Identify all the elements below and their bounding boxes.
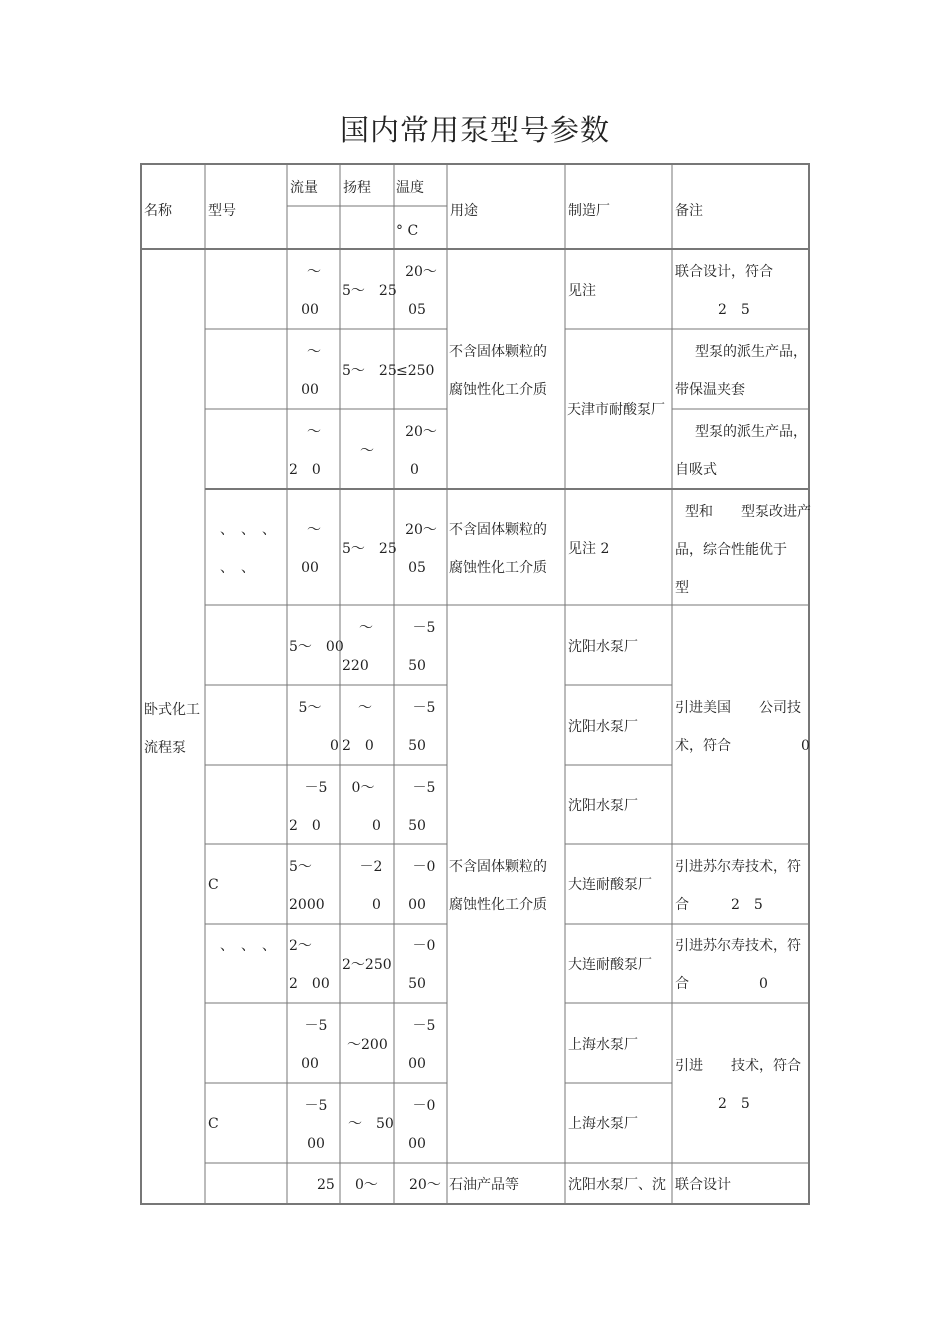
r10-temp-b: 00	[408, 1056, 426, 1072]
r12-maker: 沈阳水泵厂、沈	[568, 1177, 666, 1193]
r6-flow-b: 0	[330, 738, 339, 754]
pump-table	[140, 163, 810, 1205]
r1-head: 5～ 25	[342, 283, 397, 299]
r1-remark-a: 联合设计，符合	[675, 264, 773, 280]
group-name-line1: 卧式化工	[144, 702, 200, 718]
r9-remark-a: 引进苏尔寿技术，符	[675, 938, 801, 954]
r3-remark-b: 自吸式	[675, 462, 717, 478]
r7-temp-a: －5	[412, 780, 436, 796]
remark-shanghai-a: 引进 技术，符合	[675, 1058, 801, 1074]
r12-temp: 20～	[409, 1177, 441, 1193]
r11-maker: 上海水泵厂	[568, 1116, 638, 1132]
header-temp: 温度	[396, 180, 424, 196]
r8-flow-a: 5～	[289, 859, 312, 875]
r2-flow-a: ～	[307, 344, 321, 360]
r12-remark: 联合设计	[675, 1177, 731, 1193]
header-temp-unit: ° C	[396, 223, 419, 239]
r8-remark-a: 引进苏尔寿技术，符	[675, 859, 801, 875]
r9-model: 、 、 、	[220, 938, 276, 954]
use-group2-a: 不含固体颗粒的	[449, 522, 547, 538]
header-flow: 流量	[290, 180, 318, 196]
r11-model: C	[208, 1116, 219, 1132]
r10-temp-a: －5	[412, 1018, 436, 1034]
r4-remark-a: 型和 型泵改进产	[685, 504, 811, 520]
r1-flow-b: 00	[301, 302, 319, 318]
r10-flow-b: 00	[301, 1056, 319, 1072]
r6-head-a: ～	[358, 700, 372, 716]
r4-head: 5～ 25	[342, 541, 397, 557]
header-maker: 制造厂	[568, 203, 610, 219]
r2-remark-a: 型泵的派生产品，	[695, 344, 807, 360]
r9-temp-a: －0	[412, 938, 436, 954]
r4-remark-b: 品，综合性能优于	[675, 542, 787, 558]
r12-use: 石油产品等	[449, 1177, 519, 1193]
r6-maker: 沈阳水泵厂	[568, 719, 638, 735]
r2-head: 5～ 25	[342, 363, 397, 379]
r2-flow-b: 00	[301, 382, 319, 398]
remark-shenyang-b: 术，符合 0	[675, 738, 810, 754]
r7-temp-b: 50	[408, 818, 426, 834]
r9-remark-b: 合 0	[675, 976, 768, 992]
header-head: 扬程	[343, 180, 371, 196]
r4-model-b: 、 、	[220, 560, 255, 576]
r8-temp-b: 00	[408, 897, 426, 913]
r12-flow: 25	[317, 1177, 335, 1193]
r7-maker: 沈阳水泵厂	[568, 798, 638, 814]
r12-head: 0～	[355, 1177, 378, 1193]
r1-temp-a: 20～	[405, 264, 437, 280]
r11-head: ～ 50	[348, 1116, 394, 1132]
r1-maker: 见注	[568, 283, 596, 299]
page-title: 国内常用泵型号参数	[339, 113, 610, 147]
r8-maker: 大连耐酸泵厂	[568, 877, 652, 893]
r3-temp-b: 0	[410, 462, 419, 478]
r9-flow-a: 2～	[289, 938, 312, 954]
remark-shenyang-a: 引进美国 公司技	[675, 700, 801, 716]
r7-head-a: 0～	[351, 780, 375, 796]
r5-temp-b: 50	[408, 658, 426, 674]
remark-shanghai-b: 2 5	[718, 1096, 750, 1112]
group-name-line2: 流程泵	[144, 740, 186, 756]
r11-temp-a: －0	[412, 1098, 436, 1114]
use-group3-a: 不含固体颗粒的	[449, 859, 547, 875]
r5-head-a: ～	[359, 620, 373, 636]
header-remark: 备注	[675, 203, 703, 219]
maker-tianjin: 天津市耐酸泵厂	[567, 402, 665, 418]
r7-flow-a: －5	[304, 780, 328, 796]
r9-maker: 大连耐酸泵厂	[568, 957, 652, 973]
use-group1-a: 不含固体颗粒的	[449, 344, 547, 360]
r4-remark-c: 型	[675, 580, 689, 596]
r4-temp-b: 05	[408, 560, 426, 576]
header-model: 型号	[208, 203, 236, 219]
r3-flow-a: ～	[307, 424, 321, 440]
header-use: 用途	[450, 203, 478, 219]
r7-head-b: 0	[372, 818, 381, 834]
r3-remark-a: 型泵的派生产品，	[695, 424, 807, 440]
r3-flow-b: 2 0	[289, 462, 321, 478]
r6-head-b: 2 0	[342, 738, 374, 754]
r11-flow-a: －5	[304, 1098, 328, 1114]
r2-remark-b: 带保温夹套	[675, 382, 745, 398]
r3-head: ～	[360, 443, 374, 459]
r11-flow-b: 00	[307, 1136, 325, 1152]
r8-head-b: 0	[372, 897, 381, 913]
r5-temp-a: －5	[412, 620, 436, 636]
r1-flow-a: ～	[307, 264, 321, 280]
r5-flow: 5～ 00	[289, 639, 344, 655]
r8-temp-a: －0	[412, 859, 436, 875]
r3-temp-a: 20～	[405, 424, 437, 440]
r5-head-b: 220	[342, 658, 369, 674]
r9-flow-b: 2 00	[289, 976, 330, 992]
use-group1-b: 腐蚀性化工介质	[449, 382, 547, 398]
r7-flow-b: 2 0	[289, 818, 321, 834]
r8-model: C	[208, 877, 219, 893]
r10-flow-a: －5	[304, 1018, 328, 1034]
r11-temp-b: 00	[408, 1136, 426, 1152]
r8-flow-b: 2000	[289, 897, 325, 913]
r10-head: ～200	[347, 1037, 388, 1053]
use-group3-b: 腐蚀性化工介质	[449, 897, 547, 913]
r6-temp-b: 50	[408, 738, 426, 754]
r6-flow-a: 5～	[298, 700, 322, 716]
r1-remark-b: 2 5	[718, 302, 750, 318]
r2-temp: ≤250	[396, 363, 435, 379]
r4-temp-a: 20～	[405, 522, 437, 538]
r4-flow-b: 00	[301, 560, 319, 576]
r9-head: 2～250	[342, 957, 392, 973]
header-name: 名称	[144, 203, 172, 219]
r4-flow-a: ～	[307, 522, 321, 538]
r9-temp-b: 50	[408, 976, 426, 992]
r8-head-a: －2	[359, 859, 383, 875]
r4-model-a: 、 、 、	[220, 522, 276, 538]
r6-temp-a: －5	[412, 700, 436, 716]
r4-maker: 见注 2	[568, 541, 610, 557]
r10-maker: 上海水泵厂	[568, 1037, 638, 1053]
r5-maker: 沈阳水泵厂	[568, 639, 638, 655]
r1-temp-b: 05	[408, 302, 426, 318]
r8-remark-b: 合 2 5	[675, 897, 763, 913]
use-group2-b: 腐蚀性化工介质	[449, 560, 547, 576]
